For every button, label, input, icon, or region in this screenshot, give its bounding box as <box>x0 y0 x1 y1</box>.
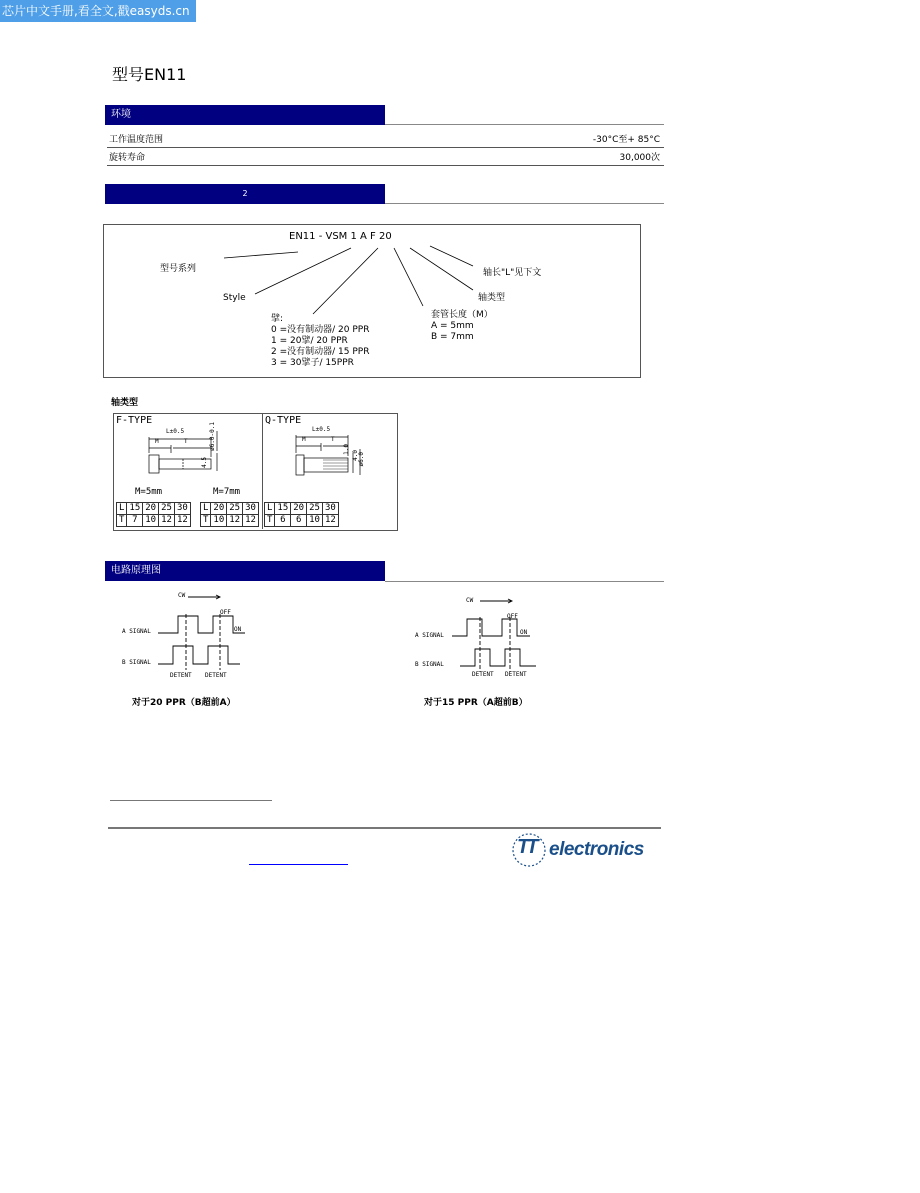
bushing-title: 套管长度（M） <box>431 310 493 320</box>
table-cell: 12 <box>159 515 175 527</box>
env-life-label: 旋转寿命 <box>109 153 146 163</box>
ordering-section-header: 2 <box>105 184 385 204</box>
part-number: EN11 - VSM 1 A F 20 <box>289 231 392 242</box>
table-cell: 6 <box>291 515 307 527</box>
table-cell: 30 <box>322 503 338 515</box>
b-signal-left: B SIGNAL <box>122 659 151 666</box>
table-cell: L <box>201 503 211 515</box>
on-label-right: ON <box>520 629 528 636</box>
top-banner[interactable]: 芯片中文手册,看全文,戳easyds.cn <box>0 0 196 22</box>
table-cell: 12 <box>243 515 259 527</box>
table-cell: 15 <box>127 503 143 515</box>
logo-mark: TT <box>517 836 536 858</box>
q-dim-m: M <box>302 436 306 443</box>
footer-link[interactable] <box>249 864 348 865</box>
bushing-options <box>431 310 493 343</box>
table-cell: 12 <box>227 515 243 527</box>
detent-option: 1 = 20擘/ 20 PPR <box>271 336 348 346</box>
detent-label-left1: DETENT <box>170 672 192 679</box>
bushing-option: A = 5mm <box>431 321 474 331</box>
detent-label-right1: DETENT <box>472 671 494 678</box>
table-cell: 7 <box>127 515 143 527</box>
shaft-table-q <box>264 502 339 527</box>
env-temp-value: -30°C至+ 85°C <box>592 135 660 145</box>
table-cell: 6 <box>275 515 291 527</box>
table-cell: T <box>265 515 275 527</box>
table-cell: L <box>117 503 127 515</box>
shaft-table-m5 <box>116 502 191 527</box>
waveform-20ppr <box>120 590 260 685</box>
table-cell: 10 <box>211 515 227 527</box>
detent-option: 3 = 30擘子/ 15PPR <box>271 358 354 368</box>
cw-label-right: CW <box>466 597 474 604</box>
shaft-length-label: 轴长"L"见下文 <box>483 268 542 278</box>
m5-label: M=5mm <box>135 487 163 497</box>
ftype-label: F-TYPE <box>116 415 153 426</box>
m7-label: M=7mm <box>213 487 241 497</box>
bushing-option: B = 7mm <box>431 332 474 342</box>
detent-label-right2: DETENT <box>505 671 527 678</box>
q-dim-l: L±0.5 <box>312 426 331 433</box>
table-cell: 20 <box>211 503 227 515</box>
cw-label-left: CW <box>178 592 186 599</box>
shaft-table-m7 <box>200 502 259 527</box>
table-cell: 25 <box>307 503 323 515</box>
a-signal-right: A SIGNAL <box>415 632 444 639</box>
logo-text: electronics <box>549 839 644 860</box>
style-label: Style <box>223 293 246 303</box>
ordering-section-rule <box>385 203 664 204</box>
f-dim-t: T <box>184 438 188 445</box>
circuit-section-rule <box>385 581 664 582</box>
q-dim-t: T <box>331 436 335 443</box>
env-temp-label: 工作温度范围 <box>109 135 164 145</box>
table-cell: 12 <box>322 515 338 527</box>
f-dim-m: M <box>155 438 159 445</box>
q-dim-a: 1.0 <box>343 444 350 455</box>
table-cell: 30 <box>174 503 190 515</box>
table-cell: L <box>265 503 275 515</box>
caption-20ppr: 对于20 PPR（B超前A） <box>132 698 236 708</box>
q-dim-dia: ø6.0 <box>358 452 365 467</box>
detent-label-left2: DETENT <box>205 672 227 679</box>
detent-title: 擘: <box>271 314 284 324</box>
f-dim-dia: ø6.0-0.1 <box>209 422 216 451</box>
table-cell: T <box>117 515 127 527</box>
f-dim-flat: 4.5 <box>201 457 208 468</box>
shaft-type-heading: 轴类型 <box>111 398 139 408</box>
table-cell: 20 <box>143 503 159 515</box>
b-signal-right: B SIGNAL <box>415 661 444 668</box>
table-cell: T <box>201 515 211 527</box>
off-label-right: OFF <box>507 613 518 620</box>
table-cell: 30 <box>243 503 259 515</box>
footnote-rule <box>110 800 272 801</box>
ordering-code-leaders <box>103 224 641 378</box>
detent-option: 2 =没有制动器/ 15 PPR <box>271 347 370 357</box>
series-label: 型号系列 <box>160 264 197 274</box>
env-section-rule <box>385 124 664 125</box>
on-label-left: ON <box>234 626 242 633</box>
tt-electronics-logo <box>505 830 655 870</box>
table-cell: 25 <box>159 503 175 515</box>
env-row-temp <box>107 133 664 148</box>
a-signal-left: A SIGNAL <box>122 628 151 635</box>
qtype-label: Q-TYPE <box>265 415 302 426</box>
table-cell: 12 <box>174 515 190 527</box>
circuit-section-header: 电路原理图 <box>105 561 385 581</box>
detent-option: 0 =没有制动器/ 20 PPR <box>271 325 370 335</box>
table-cell: 15 <box>275 503 291 515</box>
f-dim-l: L±0.5 <box>166 428 185 435</box>
table-cell: 10 <box>307 515 323 527</box>
table-cell: 20 <box>291 503 307 515</box>
page-title: 型号EN11 <box>112 65 187 84</box>
off-label-left: OFF <box>220 609 231 616</box>
env-section-header: 环境 <box>105 105 385 125</box>
q-dim-b: 4.0 <box>352 450 359 461</box>
shaft-type-label: 轴类型 <box>478 293 506 303</box>
detent-options <box>271 314 369 369</box>
table-cell: 25 <box>227 503 243 515</box>
env-life-value: 30,000次 <box>619 153 660 163</box>
table-cell: 10 <box>143 515 159 527</box>
caption-15ppr: 对于15 PPR（A超前B） <box>424 698 528 708</box>
footer-rule <box>108 827 661 829</box>
env-row-life <box>107 151 664 166</box>
